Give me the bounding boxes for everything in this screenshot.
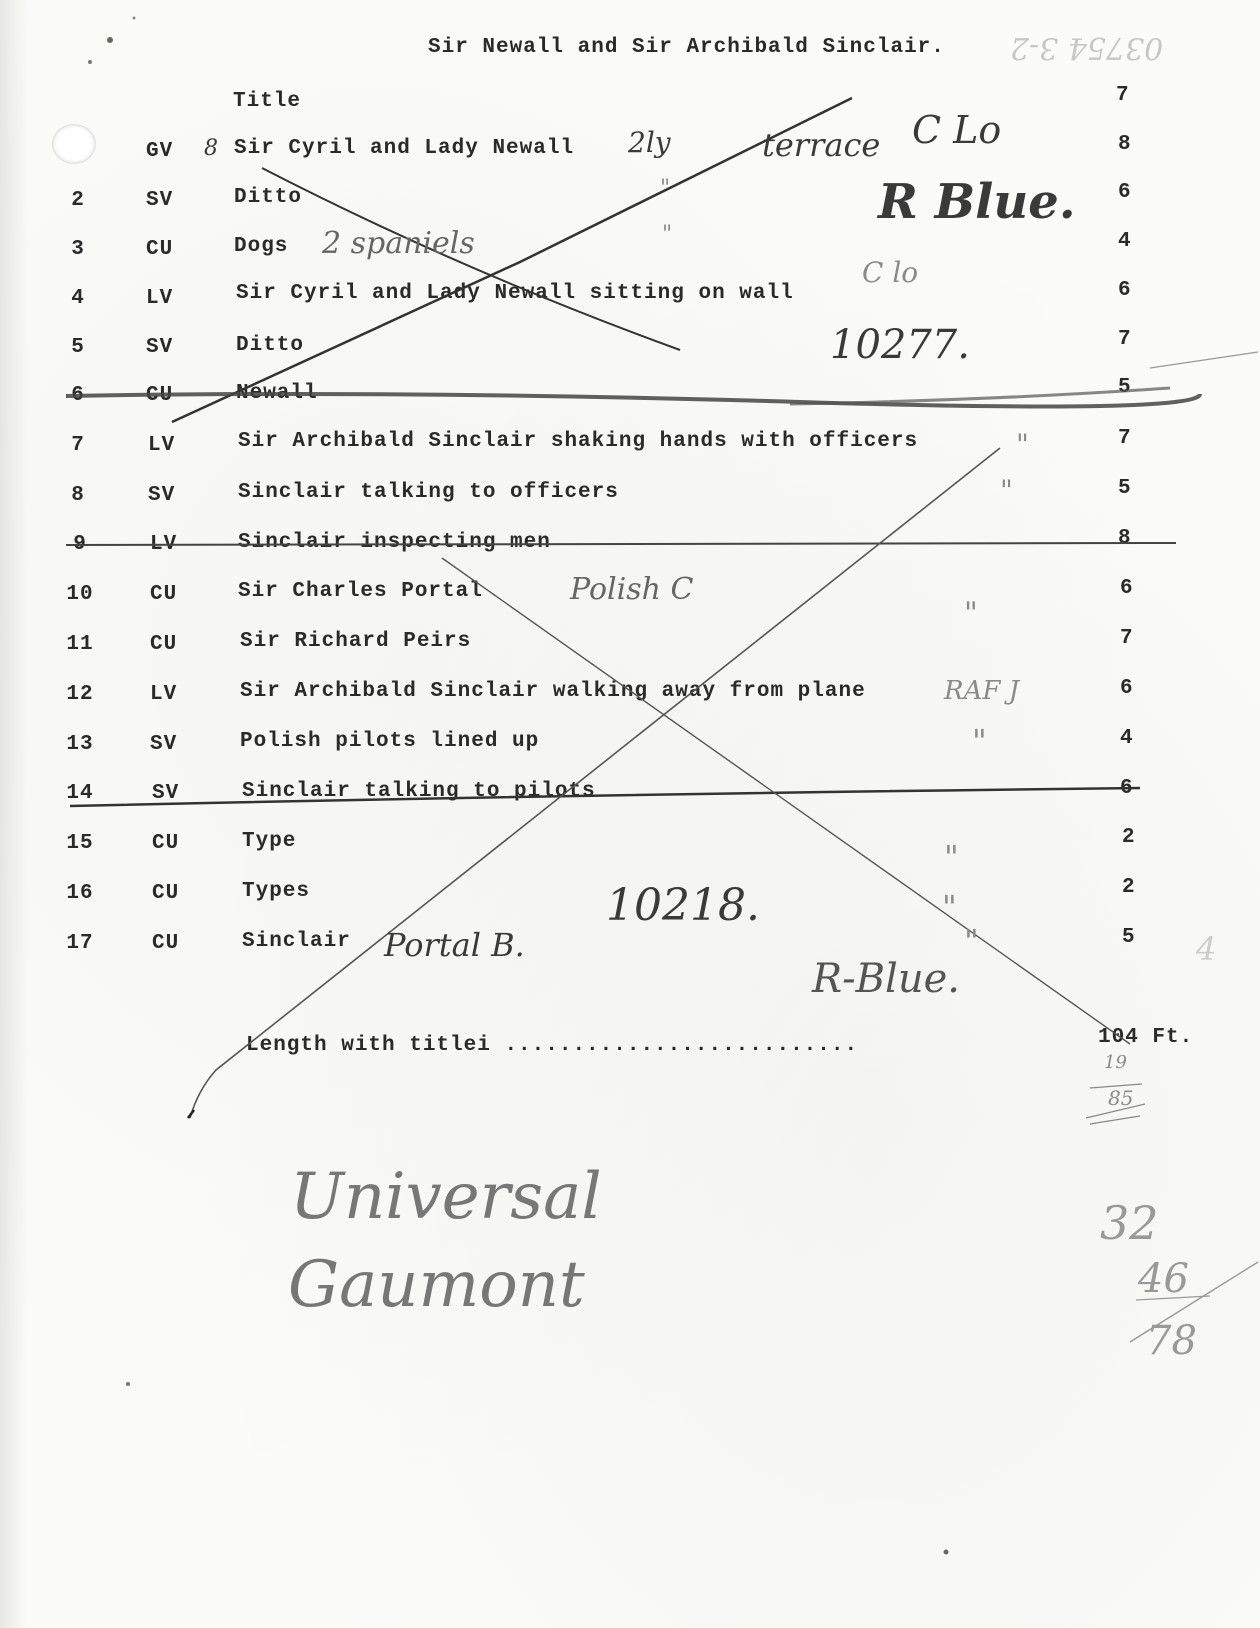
shot-code: CU [152,882,180,905]
shot-description: Sinclair talking to pilots [242,780,596,803]
shot-description: Sir Richard Peirs [240,630,472,653]
handwritten-gaumont: Gaumont [288,1248,585,1322]
strike-row-6-extra [790,388,1170,404]
ditto-mark: " [964,922,979,960]
shot-code: SV [146,336,174,359]
handwritten-r-blue-bottom: R-Blue. [812,956,960,1002]
handwritten-2ly: 2ly [628,126,671,159]
handwritten-polish-c: Polish C [570,572,694,607]
shot-number: 15 [66,832,94,855]
shot-description: Polish pilots lined up [240,730,540,753]
shot-length: 6 [1118,279,1132,302]
shot-length: 7 [1120,627,1134,650]
shot-number: 14 [66,782,94,805]
shot-description: Newall [236,382,318,405]
shot-length: 6 [1120,677,1134,700]
shot-description: Sir Cyril and Lady Newall sitting on wall [236,282,794,305]
shot-description: Sinclair [242,930,351,953]
shot-number: 6 [71,384,85,407]
page-shadow-edge [0,0,28,1628]
handwritten-78: 78 [1146,1318,1197,1364]
ditto-mark: " [944,838,959,876]
shot-code: LV [146,287,174,310]
shot-code: CU [150,633,178,656]
shot-length: 6 [1118,181,1132,204]
shot-description: Type [242,830,297,853]
shot-number: 4 [71,287,85,310]
shot-description: Ditto [234,186,303,209]
shot-number: 3 [71,238,85,261]
shot-description: Sinclair inspecting men [238,531,551,554]
shot-number: 11 [66,633,94,656]
ditto-mark: " [660,176,671,201]
shot-code: CU [152,832,180,855]
shot-description: Sir Cyril and Lady Newall [234,137,575,160]
shot-code: LV [150,683,178,706]
handwritten-85: 85 [1108,1086,1134,1110]
strike-row-9 [66,543,1176,545]
shot-code: SV [146,189,174,212]
shot-length: 2 [1122,826,1136,849]
corner-reference-number: 03754 3-2 [1010,30,1164,65]
handwritten-10218: 10218. [606,880,760,931]
handwritten-32: 32 [1100,1196,1159,1250]
ditto-mark: " [1016,428,1029,461]
shot-number: 5 [71,336,85,359]
shot-length: 7 [1118,427,1132,450]
shot-number: 10 [66,583,94,606]
shot-length: 8 [1118,133,1132,156]
shot-code: LV [148,434,176,457]
shot-code: CU [146,384,174,407]
shot-code: LV [150,533,178,556]
handwritten-r-blue-top: R Blue. [878,174,1076,230]
strike-row-14 [70,788,1140,806]
shot-number: 13 [66,733,94,756]
shot-number: 2 [71,189,85,212]
shot-code: GV [146,140,174,163]
shot-length: 4 [1118,230,1132,253]
ditto-mark: " [1000,474,1013,507]
ditto-mark: " [972,722,987,760]
handwritten-raf-j: RAF J [944,676,1020,706]
handwritten-10277: 10277. [830,322,970,368]
shot-number: 17 [66,932,94,955]
shot-number: 12 [66,683,94,706]
handwritten-2-spaniels: 2 spaniels [322,226,475,261]
shot-code: SV [150,733,178,756]
title-row-desc: Title [233,90,302,113]
shot-length: 5 [1118,477,1132,500]
ditto-mark: " [964,596,978,631]
shot-number: 7 [71,434,85,457]
handwritten-4: 4 [1196,930,1217,968]
shot-number: 16 [66,882,94,905]
title-row-length: 7 [1116,84,1130,107]
shot-number: 9 [73,533,87,556]
document-title: Sir Newall and Sir Archibald Sinclair. [428,36,945,59]
handwritten-c-lo-small: C lo [862,256,919,289]
shot-length: 8 [1118,527,1132,550]
shot-length: 6 [1120,777,1134,800]
shot-code: CU [152,932,180,955]
total-length-value: 104 Ft. [1098,1026,1194,1049]
shot-description: Sir Archibald Sinclair walking away from plane [240,680,866,703]
shot-length: 6 [1120,577,1134,600]
shot-number: 8 [71,484,85,507]
shot-description: Sir Charles Portal [238,580,483,603]
shot-length: 4 [1120,727,1134,750]
shot-code: SV [152,782,180,805]
shot-length: 5 [1118,376,1132,399]
handwritten-19: 19 [1104,1052,1127,1073]
shot-description: Dogs [234,235,289,258]
punch-hole [52,124,96,164]
handwritten-universal: Universal [290,1160,602,1234]
handwritten-c-lo: C Lo [912,108,1002,152]
handwritten-portal-b: Portal B. [384,926,525,964]
handwritten-46: 46 [1138,1256,1189,1302]
shot-length: 5 [1122,926,1136,949]
shot-code: CU [146,238,174,261]
handwritten-terrace: terrace [762,126,881,164]
shot-code: SV [148,484,176,507]
shot-length: 7 [1118,328,1132,351]
handwritten-8: 8 [204,136,218,161]
ditto-mark: " [942,888,957,926]
total-length-label: Length with titlei .......................... [246,1034,859,1057]
shot-description: Ditto [236,334,305,357]
shot-description: Types [242,880,311,903]
shot-code: CU [150,583,178,606]
shot-description: Sir Archibald Sinclair shaking hands with officers [238,430,919,453]
shot-length: 2 [1122,876,1136,899]
shot-description: Sinclair talking to officers [238,481,619,504]
ditto-mark: " [662,222,673,247]
